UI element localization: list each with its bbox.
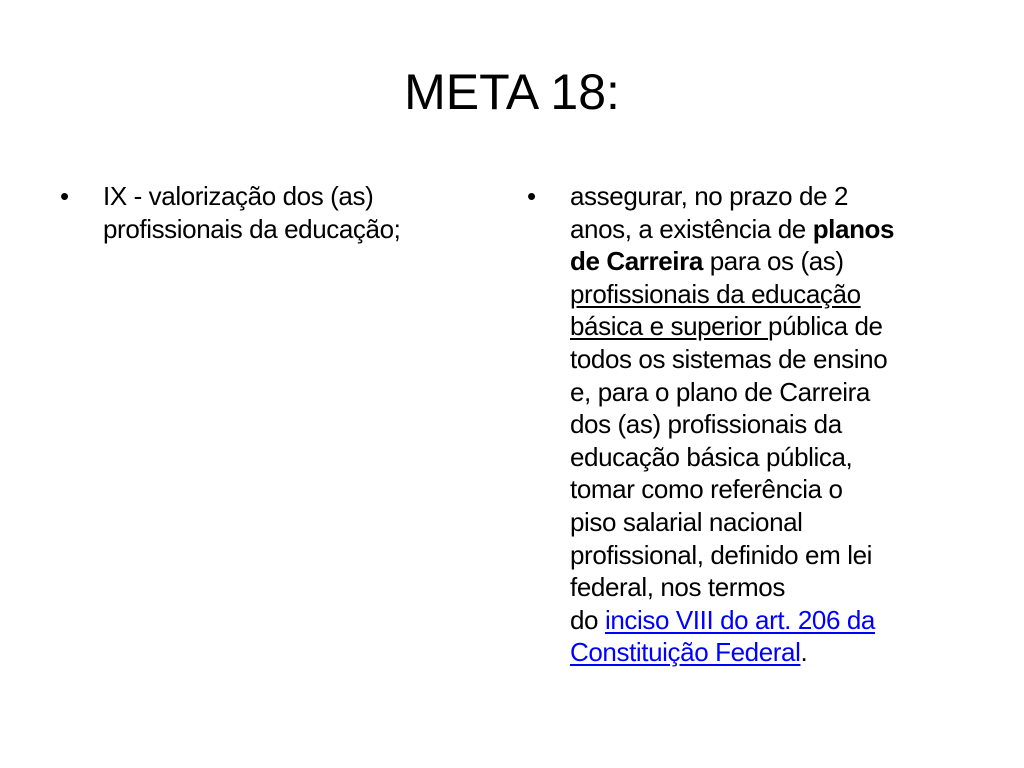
text-segment: para os (as) bbox=[702, 246, 844, 277]
left-column bbox=[60, 180, 480, 245]
constitution-link[interactable]: inciso VIII do art. 206 da bbox=[604, 604, 875, 635]
text-segment: do bbox=[570, 604, 605, 635]
right-line-13: federal, nos termos bbox=[570, 572, 785, 603]
right-line-14 bbox=[570, 604, 965, 637]
right-line-6: todos os sistemas de ensino bbox=[570, 343, 888, 374]
right-line-10: tomar como referência o bbox=[570, 474, 843, 505]
left-line-2: profissionais da educação; bbox=[103, 213, 401, 244]
right-line-8: dos (as) profissionais da bbox=[570, 409, 842, 440]
right-line-5 bbox=[570, 310, 965, 343]
text-segment: pública de bbox=[768, 311, 883, 342]
bold-text-planos: planos bbox=[812, 213, 895, 244]
text-segment: anos, a existência de bbox=[570, 213, 813, 244]
right-line-3 bbox=[570, 245, 965, 278]
bullet-icon: • bbox=[527, 181, 536, 211]
right-line-4 bbox=[570, 278, 965, 311]
right-line-1: assegurar, no prazo de 2 bbox=[570, 181, 849, 211]
right-line-2 bbox=[570, 213, 965, 246]
right-line-7: e, para o plano de Carreira bbox=[570, 376, 870, 407]
underlined-text: básica e superior bbox=[570, 311, 769, 342]
right-line-9: educação básica pública, bbox=[570, 441, 853, 472]
right-line-12: profissional, definido em lei bbox=[570, 539, 873, 570]
bullet-icon: • bbox=[60, 181, 69, 211]
right-line-11: piso salarial nacional bbox=[570, 506, 803, 537]
right-column bbox=[527, 180, 965, 669]
right-line-15 bbox=[570, 636, 965, 669]
bold-text-carreira: de Carreira bbox=[570, 246, 703, 277]
left-line-1: IX - valorização dos (as) bbox=[103, 181, 374, 211]
right-bullet-item bbox=[527, 180, 965, 669]
underlined-text: profissionais da educação bbox=[570, 278, 861, 309]
text-segment: . bbox=[800, 637, 808, 668]
left-bullet-item bbox=[60, 180, 480, 245]
constitution-link-cont[interactable]: Constituição Federal bbox=[570, 637, 801, 668]
slide-title: META 18: bbox=[404, 64, 620, 120]
